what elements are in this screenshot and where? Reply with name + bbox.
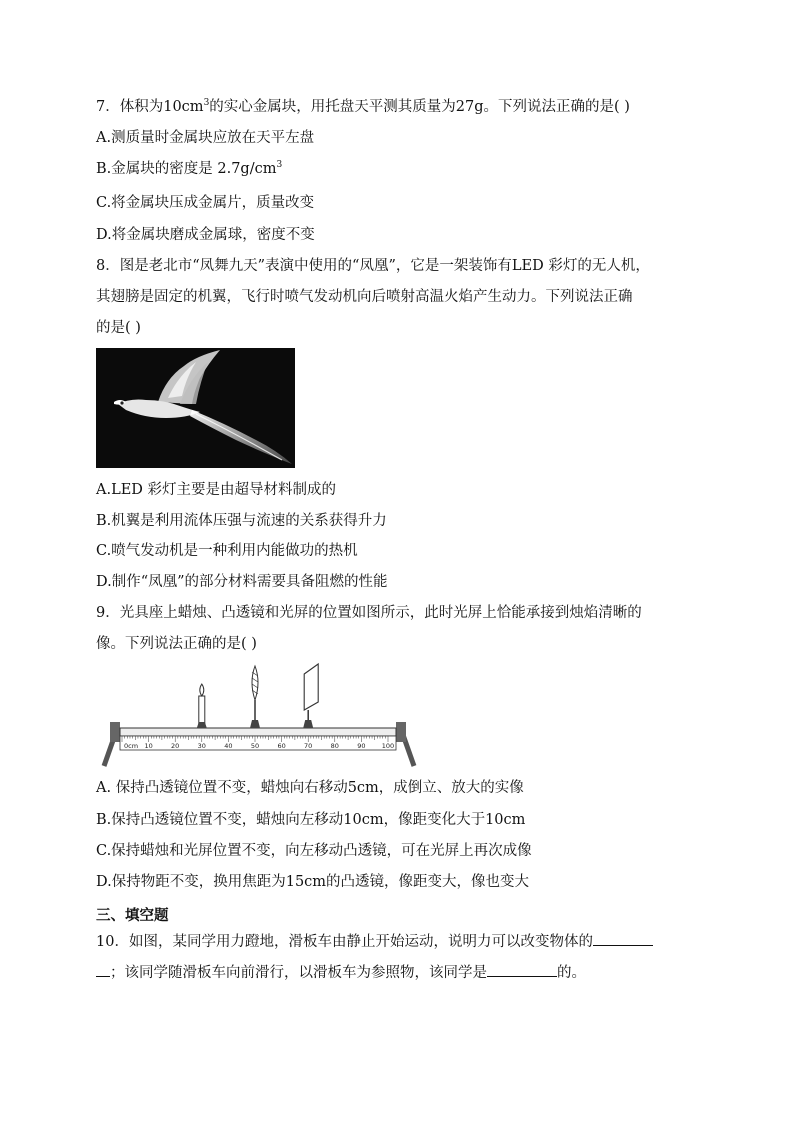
- q7-option-b: B.金属块的密度是 $2.7g/cm^3$: [96, 160, 283, 177]
- q9-option-b: B.保持凸透镜位置不变，蜡烛向左移动10cm，像距变化大于10cm: [96, 812, 526, 828]
- phoenix-figure: [96, 348, 295, 468]
- ruler-label: 100: [381, 742, 395, 750]
- q9-option-c: C.保持蜡烛和光屏位置不变，向左移动凸透镜，可在光屏上再次成像: [96, 843, 532, 859]
- answer-blank-1a[interactable]: [593, 931, 653, 946]
- q8-option-d: D.制作“凤凰”的部分材料需要具备阻燃的性能: [96, 574, 388, 590]
- answer-blank-2[interactable]: [487, 962, 557, 977]
- ruler-label: 0cm: [124, 742, 139, 750]
- right-end-post: [396, 722, 406, 742]
- ruler-label: 50: [250, 742, 260, 750]
- q9-option-d: D.保持物距不变，换用焦距为15cm的凸透镜，像距变大，像也变大: [96, 874, 530, 890]
- section-title: 三、填空题: [96, 908, 169, 924]
- ruler-label: 60: [277, 742, 286, 750]
- q8-stem-line1: 8．图是老北市“凤舞九天”表演中使用的“凤凰”，它是一架装饰有LED 彩灯的无人机，: [96, 258, 650, 274]
- q10-line2: ；该同学随滑板车向前滑行，以滑板车为参照物，该同学是 的。: [96, 962, 586, 984]
- ruler-label: 90: [357, 742, 366, 750]
- phoenix-drone-photo: [96, 348, 295, 468]
- q8-option-c: C.喷气发动机是一种利用内能做功的热机: [96, 543, 358, 559]
- ruler-label: 70: [304, 742, 313, 750]
- q8-stem-line2: 其翅膀是固定的机翼，飞行时喷气发动机向后喷射高温火焰产生动力。下列说法正确: [96, 289, 633, 305]
- q9-option-a: A. 保持凸透镜位置不变，蜡烛向右移动5cm，成倒立、放大的实像: [96, 780, 524, 796]
- q7-stem: 7．体积为$10cm^3$的实心金属块，用托盘天平测其质量为27g。下列说法正确的是( ): [96, 98, 630, 115]
- convex-lens: [250, 666, 260, 728]
- q9-stem-line2: 像。下列说法正确的是( ): [96, 636, 257, 652]
- optical-bench-svg: [96, 662, 422, 768]
- q8-stem-line3: 的是( ): [96, 320, 141, 336]
- q8-option-a: A.LED 彩灯主要是由超导材料制成的: [96, 482, 337, 498]
- ruler-label: 40: [224, 742, 233, 750]
- ruler-label: 10: [144, 742, 153, 750]
- q9-stem-line1: 9．光具座上蜡烛、凸透镜和光屏的位置如图所示，此时光屏上恰能承接到烛焰清晰的: [96, 605, 642, 621]
- optical-bench-figure: [96, 662, 422, 768]
- q7-option-d: D.将金属块磨成金属球，密度不变: [96, 227, 315, 243]
- q8-option-b: B.机翼是利用流体压强与流速的关系获得升力: [96, 513, 387, 529]
- left-end-post: [110, 722, 120, 742]
- ruler-label: 30: [197, 742, 206, 750]
- q10-line1: 10．如图，某同学用力蹬地，滑板车由静止开始运动，说明力可以改变物体的: [96, 931, 653, 953]
- ruler-label: 80: [330, 742, 339, 750]
- answer-blank-1b[interactable]: [96, 962, 110, 977]
- q7-option-c: C.将金属块压成金属片，质量改变: [96, 195, 315, 211]
- ruler-label: 20: [171, 742, 180, 750]
- light-screen: [303, 664, 318, 728]
- candle: [197, 684, 207, 728]
- rail: [120, 728, 396, 736]
- q7-option-a: A.测质量时金属块应放在天平左盘: [96, 130, 315, 146]
